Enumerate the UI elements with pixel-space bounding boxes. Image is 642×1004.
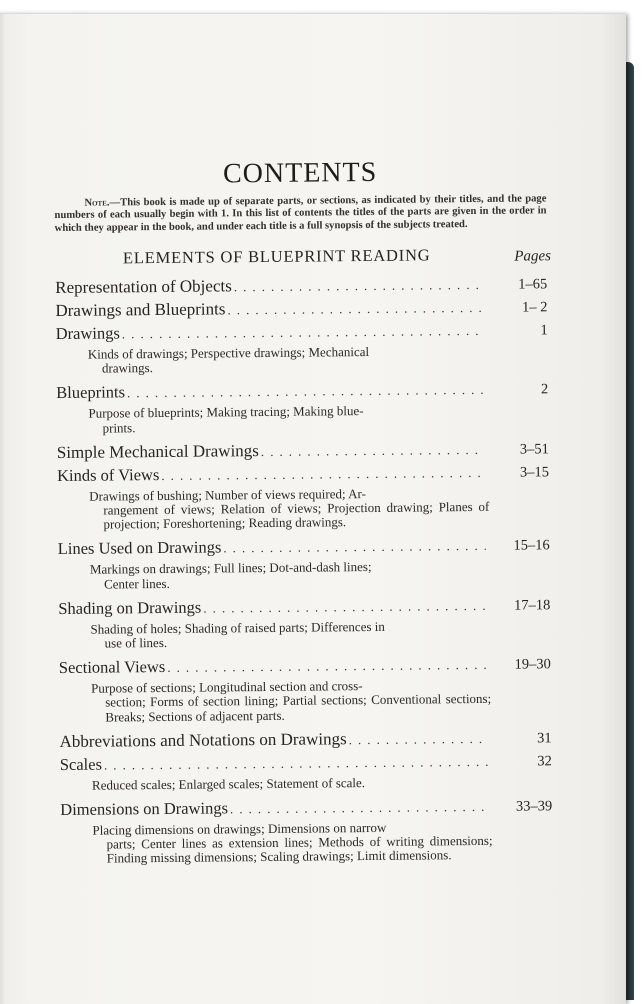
toc-entry-pages: 33–39	[515, 798, 553, 815]
toc-entry-title: Kinds of Views	[56, 464, 160, 485]
toc-entry-synopsis: Kinds of drawings; Perspective drawings; Mechanical drawings.	[87, 343, 370, 376]
toc-entry-synopsis: Markings on drawings; Full lines; Dot-and-dash lines; Center lines.	[89, 559, 372, 592]
toc-entry-title: Shading on Drawings	[58, 597, 202, 618]
toc-entry-title: Abbreviations and Notations on Drawings	[59, 728, 347, 751]
toc-entry-drawings[interactable]	[56, 318, 548, 376]
toc-entry-synopsis: Reduced scales; Enlarged scales; Statement of scale.	[91, 774, 366, 793]
toc-entry-title: Dimensions on Drawings	[60, 798, 229, 819]
toc-entry-pages: 19–30	[514, 656, 551, 673]
dot-leader	[227, 297, 483, 321]
toc-entry-title: Drawings	[55, 323, 120, 343]
toc-entry-synopsis: Placing dimensions on drawings; Dimensions on narrow parts; Center lines as extension lines; Methods of writing dimensions; Finding missing dimensions; Scaling drawings; Limit dimensions.	[92, 819, 493, 866]
contents-block	[54, 155, 553, 872]
toc-entry-scales[interactable]	[60, 749, 552, 793]
toc-entry-pages: 3–15	[519, 463, 550, 481]
toc-entry-pages: 1–65	[518, 276, 548, 293]
toc-entry-synopsis: Drawings of bushing; Number of views required; Ar- rangement of views; Relation of views; Projection drawing; Planes of projection; Foreshortening; Reading drawings.	[89, 485, 490, 532]
dot-leader	[161, 462, 485, 487]
note-text: —This book is made up of separate parts, or sections, as indicated by their titles, and the page numbers of each usually begin with 1. In this list of contents the titles of the parts are given in the order in which they appear in the book, and under each title is a full synopsis of the subjects treated.	[54, 193, 547, 234]
toc-entry-pages: 2	[540, 381, 549, 398]
toc-entry-pages: 15–16	[513, 537, 550, 554]
toc-entry-pages: 32	[537, 752, 552, 770]
toc-entry-title: Lines Used on Drawings	[57, 537, 222, 559]
toc-entry-title: Representation of Objects	[55, 276, 232, 297]
dot-leader	[230, 796, 488, 820]
toc-entry-title: Blueprints	[56, 382, 126, 403]
toc-entry-kinds-of-views[interactable]	[57, 460, 550, 532]
dot-leader	[203, 595, 486, 620]
pages-column-label: Pages	[514, 248, 552, 265]
toc-entry-title: Scales	[59, 754, 103, 774]
note-label: Note.	[84, 197, 110, 209]
dot-leader	[234, 274, 484, 298]
dot-leader	[127, 379, 484, 404]
dot-leader	[349, 728, 488, 751]
toc-entry-title: Simple Mechanical Drawings	[56, 440, 259, 462]
toc-entry-synopsis: Purpose of blueprints; Making tracing; Making blue- prints.	[88, 403, 364, 436]
page-title: CONTENTS	[222, 156, 378, 190]
toc-entry-pages: 31	[536, 729, 552, 747]
note-paragraph	[54, 193, 546, 235]
toc-entry-lines-used-on-drawings[interactable]	[58, 534, 550, 592]
toc-entry-synopsis: Shading of holes; Shading of raised parts; Differences in use of lines.	[90, 618, 385, 651]
toc-entry-sectional-views[interactable]	[59, 652, 552, 724]
dot-leader	[167, 654, 487, 679]
toc-entry-synopsis: Purpose of sections; Longitudinal section and cross- section; Forms of section lining; Partial sections; Conventional sections; Breaks; Sections of adjacent parts.	[91, 678, 492, 725]
toc-entry-pages: 3–51	[519, 440, 549, 458]
dot-leader	[223, 535, 486, 560]
toc-entry-pages: 1	[540, 322, 548, 339]
toc-entry-title: Sectional Views	[58, 657, 166, 678]
book-page	[0, 14, 626, 1004]
toc-entry-blueprints[interactable]	[56, 378, 548, 436]
dot-leader	[261, 439, 485, 463]
dot-leader	[104, 751, 488, 777]
toc-entry-pages: 1– 2	[521, 299, 548, 316]
section-title: ELEMENTS OF BLUEPRINT READING	[122, 245, 431, 268]
toc-entry-pages: 17–18	[513, 596, 551, 614]
toc-entry-shading-on-drawings[interactable]	[58, 593, 550, 651]
dot-leader	[122, 320, 484, 345]
toc-entry-dimensions-on-drawings[interactable]	[60, 794, 553, 866]
toc-entry-title: Drawings and Blueprints	[55, 299, 226, 320]
